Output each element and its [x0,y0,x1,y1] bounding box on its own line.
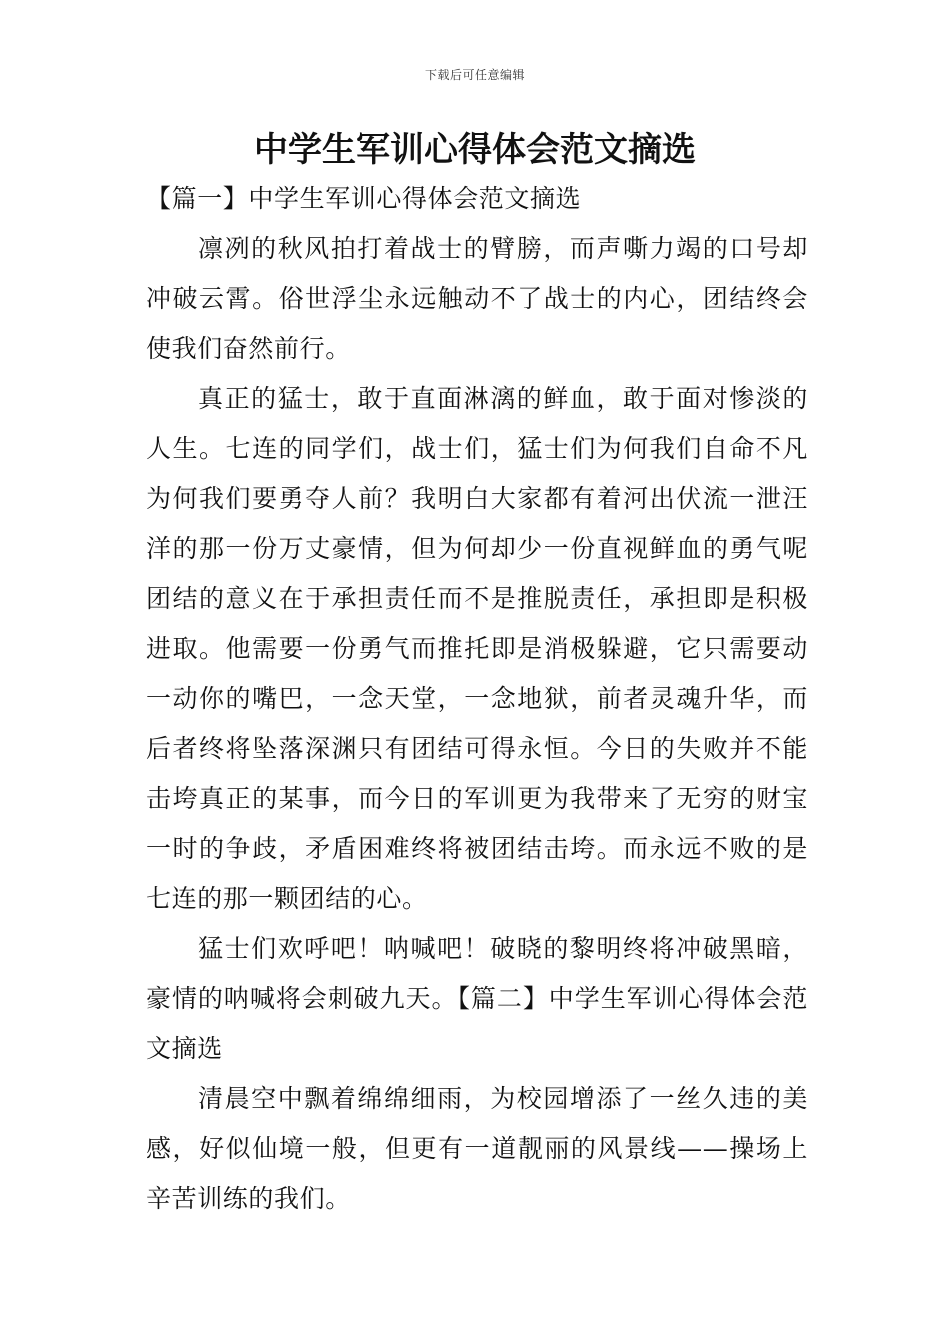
header-note: 下载后可任意编辑 [424,68,525,82]
section-heading: 【篇一】中学生军训心得体会范文摘选 [146,184,582,213]
paragraph: 猛士们欢呼吧！呐喊吧！破晓的黎明终将冲破黑暗，豪情的呐喊将会刺破九天。【篇二】中学生军训心得体会范文摘选 [146,934,808,1063]
document-body [146,174,808,1224]
document-title: 中学生军训心得体会范文摘选 [254,130,696,170]
paragraph: 凛冽的秋风拍打着战士的臂膀，而声嘶力竭的口号却冲破云霄。俗世浮尘永远触动不了战士的内心，团结终会使我们奋然前行。 [146,234,808,363]
paragraph: 清晨空中飘着绵绵细雨，为校园增添了一丝久违的美感，好似仙境一般，但更有一道靓丽的风景线——操场上辛苦训练的我们。 [146,1084,808,1213]
paragraph: 真正的猛士，敢于直面淋漓的鲜血，敢于面对惨淡的人生。七连的同学们，战士们，猛士们为何我们自命不凡为何我们要勇夺人前？我明白大家都有着河出伏流一泄汪洋的那一份万丈豪情，但为何却少一份直视鲜血的勇气呢团结的意义在于承担责任而不是推脱责任，承担即是积极进取。他需要一份勇气而推托即是消极躲避，它只需要动一动你的嘴巴，一念天堂，一念地狱，前者灵魂升华，而后者终将坠落深渊只有团结可得永恒。今日的失败并不能击垮真正的某事，而今日的军训更为我带来了无穷的财宝一时的争歧，矛盾困难终将被团结击垮。而永远不败的是七连的那一颗团结的心。 [146,384,808,913]
